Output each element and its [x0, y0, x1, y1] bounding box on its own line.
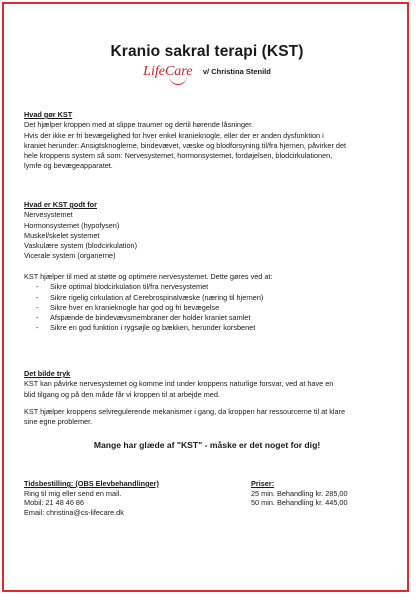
logo-text: LifeCare: [143, 63, 193, 79]
section-heading: Hvad gør KST: [24, 110, 73, 119]
section-what-kst-does: [24, 110, 390, 172]
list-item: Nervesystemet: [24, 210, 73, 220]
bullet-dash-icon: -: [36, 292, 39, 302]
text-line: kraniet herunder: Ansigtsknoglerne, bindevævet, væske og blodforsyning til/fra hjernen, påvirker det: [24, 140, 347, 150]
section-what-kst-good-for: [24, 200, 390, 262]
intro-text: KST hjælper til med at støtte og optimere nervesystemet. Dette gøres ved at:: [24, 272, 273, 281]
price-line: 50 min. Behandling kr. 445,00: [251, 498, 348, 508]
text-line: hele kroppens system så som: Nervesystemet, hormonsystemet, fordøjelsen, blodcirkulationen,: [24, 151, 333, 161]
text-line: KST kan påvirke nervesystemet og komme ind under kroppens naturlige forsvar, ved at have en: [24, 379, 334, 389]
logo-row: [24, 63, 390, 85]
text-line: sine egne problemer.: [24, 417, 93, 427]
prices-heading: Priser:: [251, 479, 275, 488]
bullet-dash-icon: -: [36, 323, 39, 333]
lifecare-logo: [143, 64, 192, 80]
bullet-text: Sikre hver en kranieknogle har god og fri bevægelse: [50, 302, 220, 312]
text-line: blid tilgang og på den måde får vi kroppen til at arbejde med.: [24, 389, 220, 399]
bullet-dash-icon: -: [36, 302, 39, 312]
bullet-list: [24, 282, 390, 333]
price-info: [251, 479, 390, 508]
section-heading: Det bilde tryk: [24, 369, 71, 378]
bullet-item: [24, 313, 390, 323]
bullet-dash-icon: -: [36, 282, 39, 292]
list-item: Hormonsystemet (hypofysen): [24, 220, 120, 230]
tagline: Mange har glæde af "KST" - måske er det noget for dig!: [93, 440, 321, 450]
section-gentle-touch: [24, 369, 390, 427]
bullet-item: [24, 282, 390, 292]
booking-heading: Tidsbestilling: (OBS Elevbehandlinger): [24, 479, 159, 488]
booking-line: Ring til mig eller send en mail.: [24, 488, 122, 498]
byline: v/ Christina Stenild: [202, 67, 271, 77]
text-line: Det hjælper kroppen med at slippe traumer og dertil hørende låsninger.: [24, 120, 254, 130]
text-line: Hvis der ikke er fri bevægelighed for hver enkel kranieknogle, eller der er anden dysfunktion i: [24, 130, 324, 140]
text-line: lymfe og bevægeapparatet.: [24, 161, 113, 171]
section-heading: Hvad er KST godt for: [24, 200, 97, 209]
document-title: Kranio sakral terapi (KST): [110, 43, 304, 60]
text-line: KST hjælper kroppens selvregulerende mekanismer i gang, da kroppen har ressourcerne til at klare: [24, 406, 346, 416]
bullet-text: Afspænde de bindevævsmembraner der holder kraniet samlet: [50, 313, 251, 323]
logo-swirl-icon: [169, 74, 187, 85]
price-line: 25 min. Behandling kr. 285,00: [251, 488, 348, 498]
list-item: Vicerale system (organerne): [24, 251, 116, 261]
bullet-dash-icon: -: [36, 313, 39, 323]
section-kst-helps: [24, 272, 390, 334]
email-text: Email: christina@cs-lifecare.dk: [24, 507, 124, 517]
booking-info: [24, 479, 234, 517]
list-item: Muskel/skelet systemet: [24, 230, 100, 240]
list-item: Vaskulære system (blodcirkulation): [24, 241, 138, 251]
bullet-text: Sikre en god funktion i rygsøjle og bækken, herunder korsbenet: [50, 323, 256, 333]
bullet-text: Sikre rigelig cirkulation af Cerebrospinalvæske (næring til hjernen): [50, 292, 264, 302]
bullet-item: [24, 303, 390, 313]
phone-text: Mobil: 21 48 46 86: [24, 498, 85, 508]
bullet-item: [24, 323, 390, 333]
bullet-text: Sikre optimal blodcirkulation til/fra nervesystemet: [50, 282, 209, 292]
bullet-item: [24, 293, 390, 303]
